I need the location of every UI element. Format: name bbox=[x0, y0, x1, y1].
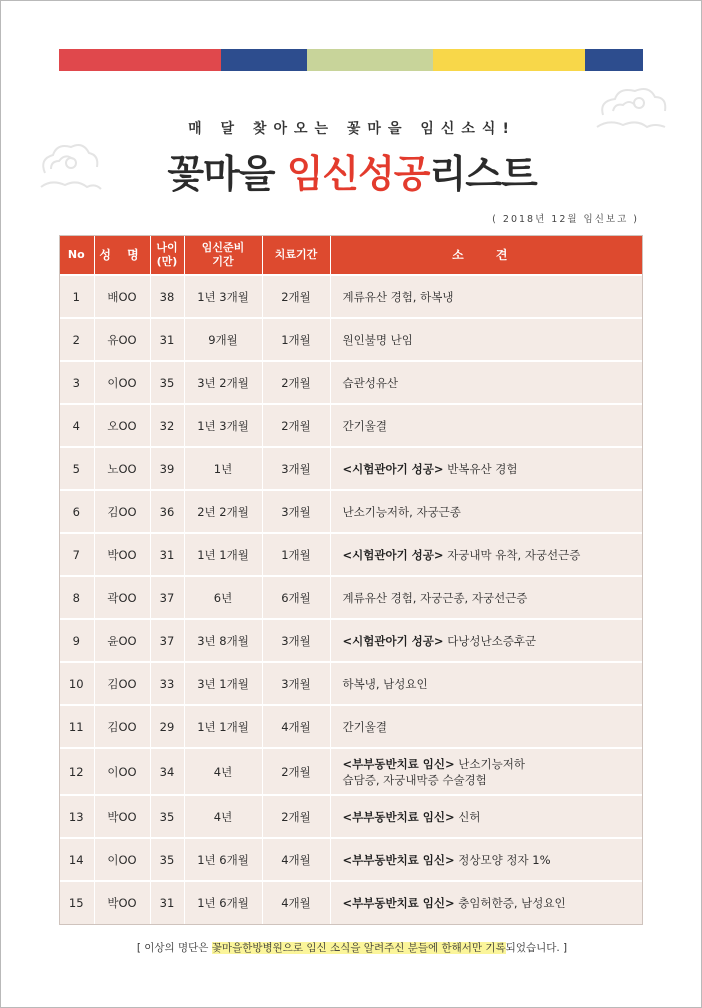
footer-post: 되었습니다. ] bbox=[505, 942, 568, 954]
table-row bbox=[59, 318, 643, 361]
cell-name: 배OO bbox=[94, 275, 150, 318]
cell-age: 39 bbox=[150, 447, 184, 490]
cell-no: 8 bbox=[59, 576, 94, 619]
stripe-olive bbox=[307, 49, 433, 71]
cell-no: 3 bbox=[59, 361, 94, 404]
report-date: ( 2018년 12월 임신보고 ) bbox=[492, 214, 639, 225]
cell-note bbox=[330, 275, 643, 318]
note-text: 계류유산 경험, 하복냉 bbox=[342, 289, 454, 304]
cell-treat: 6개월 bbox=[262, 576, 330, 619]
stripe-yellow bbox=[433, 49, 585, 71]
cell-name: 오OO bbox=[94, 404, 150, 447]
note-line bbox=[343, 461, 644, 477]
result-tag: <부부동반치료 임신> bbox=[342, 852, 455, 867]
cell-treat: 3개월 bbox=[262, 619, 330, 662]
cell-no: 11 bbox=[59, 705, 94, 748]
cell-age: 31 bbox=[150, 533, 184, 576]
footer-note bbox=[1, 940, 702, 955]
note-text: 습관성유산 bbox=[342, 375, 399, 390]
cell-prep: 1년 6개월 bbox=[184, 881, 262, 924]
col-prep-line1: 임신준비 bbox=[201, 240, 245, 254]
table-row bbox=[59, 662, 643, 705]
note-text: 자궁내막 유착, 자궁선근증 bbox=[443, 547, 581, 562]
page-title bbox=[1, 151, 702, 197]
cell-no: 14 bbox=[59, 838, 94, 881]
cell-name: 이OO bbox=[94, 361, 150, 404]
col-age bbox=[150, 235, 184, 275]
note-line bbox=[343, 547, 644, 563]
cell-no: 10 bbox=[59, 662, 94, 705]
cell-treat: 2개월 bbox=[262, 748, 330, 795]
header-row bbox=[59, 235, 643, 275]
note-text: 다낭성난소증후군 bbox=[443, 633, 537, 648]
note-line bbox=[343, 332, 644, 348]
cell-note bbox=[330, 795, 643, 838]
cell-age: 29 bbox=[150, 705, 184, 748]
cell-age: 37 bbox=[150, 576, 184, 619]
cell-treat: 3개월 bbox=[262, 447, 330, 490]
note-line bbox=[343, 852, 644, 868]
note-line bbox=[343, 809, 644, 825]
col-no: No bbox=[59, 235, 94, 275]
col-note: 소 견 bbox=[330, 235, 643, 275]
note-line bbox=[343, 375, 644, 391]
cell-prep: 3년 1개월 bbox=[184, 662, 262, 705]
cell-prep: 4년 bbox=[184, 795, 262, 838]
table-row bbox=[59, 533, 643, 576]
color-stripe bbox=[59, 49, 643, 71]
cell-treat: 2개월 bbox=[262, 361, 330, 404]
cell-age: 31 bbox=[150, 881, 184, 924]
cell-no: 12 bbox=[59, 748, 94, 795]
cell-note bbox=[330, 881, 643, 924]
result-tag: <시험관아기 성공> bbox=[342, 461, 444, 476]
cell-treat: 2개월 bbox=[262, 795, 330, 838]
table-row bbox=[59, 748, 643, 795]
note-text: 반복유산 경험 bbox=[443, 461, 518, 476]
cell-prep: 1년 1개월 bbox=[184, 533, 262, 576]
cell-name: 유OO bbox=[94, 318, 150, 361]
note-text: 간기울결 bbox=[342, 418, 387, 433]
cell-name: 윤OO bbox=[94, 619, 150, 662]
cell-prep: 1년 3개월 bbox=[184, 275, 262, 318]
table-row bbox=[59, 881, 643, 924]
cell-note bbox=[330, 318, 643, 361]
col-treat: 치료기간 bbox=[262, 235, 330, 275]
table-row bbox=[59, 490, 643, 533]
cell-treat: 4개월 bbox=[262, 705, 330, 748]
table-row bbox=[59, 795, 643, 838]
cell-age: 36 bbox=[150, 490, 184, 533]
result-tag: <시험관아기 성공> bbox=[342, 547, 444, 562]
cell-treat: 3개월 bbox=[262, 662, 330, 705]
cell-name: 이OO bbox=[94, 838, 150, 881]
cell-prep: 1년 1개월 bbox=[184, 705, 262, 748]
cell-name: 곽OO bbox=[94, 576, 150, 619]
cell-note bbox=[330, 404, 643, 447]
note-line bbox=[343, 590, 644, 606]
cell-no: 6 bbox=[59, 490, 94, 533]
title-suffix: 리스트 bbox=[429, 152, 537, 196]
note-text: 정상모양 정자 1% bbox=[454, 852, 551, 867]
note-line bbox=[343, 676, 644, 692]
table-row bbox=[59, 404, 643, 447]
result-tag: <부부동반치료 임신> bbox=[342, 809, 455, 824]
cell-name: 김OO bbox=[94, 490, 150, 533]
cell-no: 9 bbox=[59, 619, 94, 662]
table-row bbox=[59, 619, 643, 662]
result-tag: <시험관아기 성공> bbox=[342, 633, 444, 648]
note-line bbox=[343, 756, 644, 772]
note-line bbox=[343, 418, 644, 434]
footer-highlight: 꽃마을한방병원으로 임신 소식을 알려주신 분들에 한해서만 기록 bbox=[211, 942, 506, 954]
cell-prep: 3년 8개월 bbox=[184, 619, 262, 662]
table-header bbox=[59, 235, 643, 275]
cell-note bbox=[330, 533, 643, 576]
cell-name: 김OO bbox=[94, 705, 150, 748]
cell-name: 박OO bbox=[94, 533, 150, 576]
note-line bbox=[343, 504, 644, 520]
table-row bbox=[59, 361, 643, 404]
cell-age: 38 bbox=[150, 275, 184, 318]
cell-prep: 1년 3개월 bbox=[184, 404, 262, 447]
col-age-line2: (만) bbox=[156, 254, 178, 268]
cell-treat: 4개월 bbox=[262, 881, 330, 924]
note-line bbox=[343, 719, 644, 735]
note-text: 간기울결 bbox=[342, 719, 387, 734]
note-line bbox=[343, 895, 644, 911]
cell-age: 35 bbox=[150, 361, 184, 404]
note-text: 원인불명 난임 bbox=[342, 332, 413, 347]
title-highlight: 임신성공 bbox=[286, 152, 430, 196]
cell-age: 31 bbox=[150, 318, 184, 361]
cell-prep: 2년 2개월 bbox=[184, 490, 262, 533]
cell-no: 2 bbox=[59, 318, 94, 361]
cell-note bbox=[330, 662, 643, 705]
cell-note bbox=[330, 748, 643, 795]
table-row bbox=[59, 705, 643, 748]
cell-treat: 3개월 bbox=[262, 490, 330, 533]
note-text: 하복냉, 남성요인 bbox=[342, 676, 428, 691]
cell-note bbox=[330, 447, 643, 490]
cell-prep: 4년 bbox=[184, 748, 262, 795]
note-text: 난소기능저하, 자궁근종 bbox=[342, 504, 461, 519]
stripe-navy-end bbox=[585, 49, 643, 71]
stripe-navy bbox=[221, 49, 307, 71]
note-text: 난소기능저하 bbox=[454, 756, 525, 771]
result-tag: <부부동반치료 임신> bbox=[342, 896, 455, 910]
cell-name: 노OO bbox=[94, 447, 150, 490]
cell-note bbox=[330, 705, 643, 748]
cell-note bbox=[330, 838, 643, 881]
cell-treat: 2개월 bbox=[262, 404, 330, 447]
cell-no: 5 bbox=[59, 447, 94, 490]
table-row bbox=[59, 447, 643, 490]
cell-age: 35 bbox=[150, 795, 184, 838]
table-row bbox=[59, 838, 643, 881]
col-name: 성 명 bbox=[94, 235, 150, 275]
note-line bbox=[343, 289, 644, 305]
cell-age: 33 bbox=[150, 662, 184, 705]
table-row bbox=[59, 275, 643, 318]
cell-note bbox=[330, 576, 643, 619]
cell-no: 1 bbox=[59, 275, 94, 318]
cell-treat: 2개월 bbox=[262, 275, 330, 318]
cell-age: 35 bbox=[150, 838, 184, 881]
cell-name: 김OO bbox=[94, 662, 150, 705]
subtitle: 매 달 찾아오는 꽃마을 임신소식! bbox=[188, 121, 516, 137]
col-prep bbox=[184, 235, 262, 275]
cell-treat: 1개월 bbox=[262, 533, 330, 576]
cell-age: 34 bbox=[150, 748, 184, 795]
cell-treat: 1개월 bbox=[262, 318, 330, 361]
success-list-table bbox=[59, 235, 643, 924]
cell-name: 박OO bbox=[94, 881, 150, 924]
footer-pre: [ 이상의 명단은 bbox=[136, 942, 212, 954]
title-prefix: 꽃마을 bbox=[167, 152, 287, 196]
cell-treat: 4개월 bbox=[262, 838, 330, 881]
cell-no: 7 bbox=[59, 533, 94, 576]
cell-prep: 1년 bbox=[184, 447, 262, 490]
cell-age: 32 bbox=[150, 404, 184, 447]
cell-name: 박OO bbox=[94, 795, 150, 838]
note-text: 충임허한증, 남성요인 bbox=[454, 896, 566, 910]
result-tag: <부부동반치료 임신> bbox=[342, 756, 455, 771]
cell-no: 4 bbox=[59, 404, 94, 447]
cell-prep: 6년 bbox=[184, 576, 262, 619]
cell-prep: 3년 2개월 bbox=[184, 361, 262, 404]
stripe-red bbox=[59, 49, 221, 71]
cell-no: 13 bbox=[59, 795, 94, 838]
table-body bbox=[59, 275, 643, 924]
note-text: 신허 bbox=[454, 809, 481, 824]
col-prep-line2: 기간 bbox=[212, 254, 234, 268]
cell-note bbox=[330, 619, 643, 662]
cell-prep: 9개월 bbox=[184, 318, 262, 361]
cell-name: 이OO bbox=[94, 748, 150, 795]
col-age-line1: 나이 bbox=[156, 240, 178, 254]
table-row bbox=[59, 576, 643, 619]
cell-prep: 1년 6개월 bbox=[184, 838, 262, 881]
cell-note bbox=[330, 490, 643, 533]
note-line-2: 습담증, 자궁내막증 수술경험 bbox=[342, 772, 487, 787]
note-text: 계류유산 경험, 자궁근종, 자궁선근증 bbox=[342, 590, 528, 605]
cell-note bbox=[330, 361, 643, 404]
cell-no: 15 bbox=[59, 881, 94, 924]
note-line bbox=[343, 633, 644, 649]
cell-age: 37 bbox=[150, 619, 184, 662]
